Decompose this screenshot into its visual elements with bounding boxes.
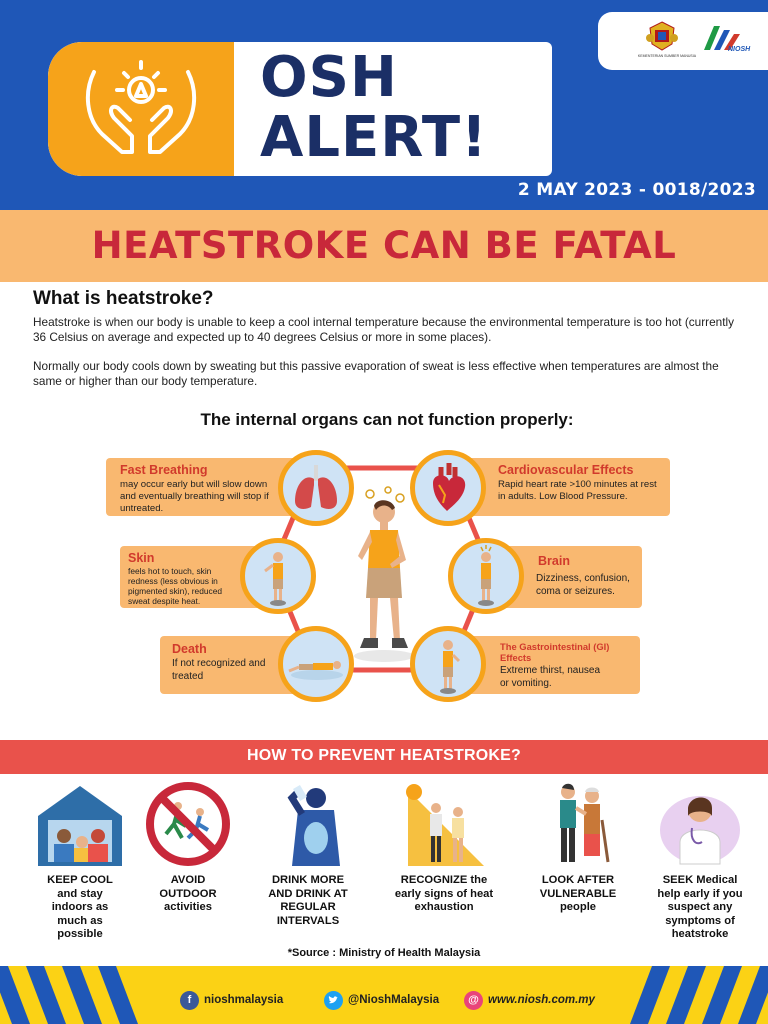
card-body: Extreme thirst, nausea or vomiting. bbox=[500, 665, 601, 689]
title-line-1: OSH bbox=[260, 45, 398, 110]
drinking-water-icon bbox=[258, 780, 358, 872]
sun-people-icon bbox=[394, 780, 494, 872]
circle-fast-breathing bbox=[278, 450, 354, 526]
prevent-label: SEEK Medical help early if you suspect any symptoms of heatstroke bbox=[657, 874, 743, 940]
ministry-logo-text: KEMENTERIAN SUMBER MANUSIA bbox=[637, 54, 697, 58]
heart-icon bbox=[415, 455, 481, 521]
card-title: The Gastrointestinal (GI) Effects bbox=[500, 641, 610, 663]
title-line-2: ALERT! bbox=[260, 105, 488, 170]
organs-infographic bbox=[0, 440, 768, 710]
card-title: Brain bbox=[538, 554, 570, 568]
card-body: may occur early but will slow down and eventually breathing will stop if untreated. bbox=[120, 479, 269, 514]
twitter-icon bbox=[324, 991, 343, 1010]
twitter-link[interactable] bbox=[324, 990, 439, 1010]
website-link[interactable] bbox=[464, 990, 595, 1010]
niosh-logo bbox=[700, 20, 756, 60]
niosh-logo-text: NIOSH bbox=[728, 46, 751, 53]
card-body: feels hot to touch, skin redness (less obvious in pigmented skin), reduced sweat despite heat. bbox=[128, 566, 223, 606]
footer-stripes-left bbox=[0, 966, 140, 1024]
prevent-label: RECOGNIZE the early signs of heat exhaustion bbox=[394, 874, 494, 913]
prevent-label: AVOID OUTDOOR activities bbox=[159, 874, 217, 913]
circle-brain bbox=[448, 538, 524, 614]
prevent-label: KEEP COOL and stay indoors as much as possible bbox=[47, 874, 113, 940]
prevent-seek-medical bbox=[636, 780, 764, 950]
elderly-care-icon bbox=[528, 780, 628, 872]
lungs-icon bbox=[283, 455, 349, 521]
card-title: Fast Breathing bbox=[120, 463, 208, 477]
intro-paragraph-2: Normally our body cools down by sweating but this passive evaporation of sweat is less effective when temperatures are almost the same or higher than our body temperature. bbox=[33, 359, 719, 388]
prevent-avoid-outdoor bbox=[124, 780, 252, 950]
hands-warning-icon bbox=[72, 52, 210, 166]
prevent-recognize bbox=[380, 780, 508, 950]
date-reference: 2 MAY 2023 - 0018/2023 bbox=[517, 180, 756, 200]
circle-skin bbox=[240, 538, 316, 614]
circle-death bbox=[278, 626, 354, 702]
card-title: Death bbox=[172, 642, 207, 656]
prevent-label: DRINK MORE AND DRINK AT REGULAR INTERVALS bbox=[268, 874, 348, 927]
person-dizzy-icon bbox=[453, 543, 519, 609]
prevent-label: LOOK AFTER VULNERABLE people bbox=[539, 874, 617, 913]
alert-icon-box bbox=[48, 42, 234, 176]
osh-alert-banner bbox=[48, 42, 552, 176]
circle-gi bbox=[410, 626, 486, 702]
twitter-handle: @NioshMalaysia bbox=[348, 994, 440, 1006]
facebook-icon: f bbox=[180, 991, 199, 1010]
facebook-handle: nioshmalaysia bbox=[204, 994, 284, 1006]
card-title: Skin bbox=[128, 551, 155, 565]
footer bbox=[0, 966, 768, 1024]
facebook-link[interactable] bbox=[180, 990, 283, 1010]
headline: HEATSTROKE CAN BE FATAL bbox=[91, 224, 677, 267]
intro-heading: What is heatstroke? bbox=[33, 288, 214, 309]
circle-cardiovascular bbox=[410, 450, 486, 526]
person-nausea-icon bbox=[415, 631, 481, 697]
no-running-icon bbox=[138, 780, 238, 872]
website-url: www.niosh.com.my bbox=[488, 994, 595, 1006]
doctor-icon bbox=[650, 780, 750, 872]
card-body: If not recognized and treated bbox=[172, 658, 266, 682]
organs-heading: The internal organs can not function properly: bbox=[200, 410, 574, 429]
header bbox=[0, 0, 768, 210]
footer-stripes-right bbox=[628, 966, 768, 1024]
web-icon: @ bbox=[464, 991, 483, 1010]
ministry-crest-logo bbox=[644, 20, 680, 52]
source-note: *Source : Ministry of Health Malaysia bbox=[287, 947, 481, 959]
prevent-title: HOW TO PREVENT HEATSTROKE? bbox=[247, 747, 521, 764]
house-family-icon bbox=[30, 780, 130, 872]
card-title: Cardiovascular Effects bbox=[498, 463, 634, 477]
intro-paragraph-1: Heatstroke is when our body is unable to keep a cool internal temperature because the environmental temperature is too hot (currently 36 Celsius on average and expected up to 40 degrees Celsius or more in some places). bbox=[33, 315, 734, 344]
card-body: Dizziness, confusion, coma or seizures. bbox=[536, 573, 630, 597]
prevent-look-after bbox=[514, 780, 642, 950]
card-body: Rapid heart rate >100 minutes at rest in adults. Low Blood Pressure. bbox=[498, 479, 657, 502]
prevent-drink bbox=[244, 780, 372, 950]
person-skin-icon bbox=[245, 543, 311, 609]
page-title bbox=[260, 45, 550, 170]
person-collapsed-icon bbox=[283, 631, 349, 697]
logo-box bbox=[598, 12, 768, 70]
